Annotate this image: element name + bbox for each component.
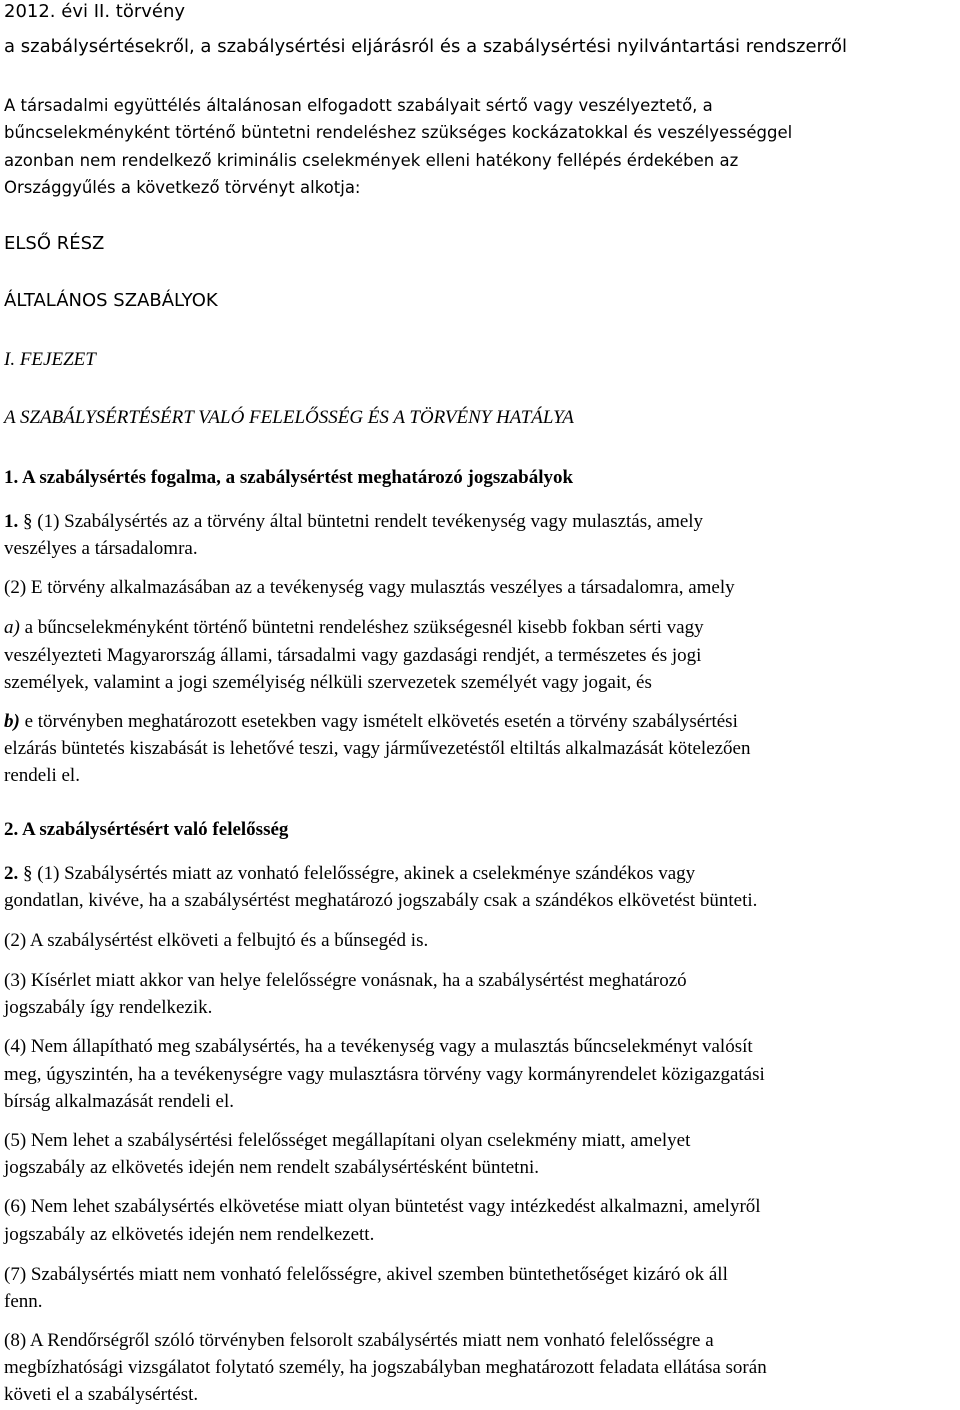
part-title: ÁLTALÁNOS SZABÁLYOK [4, 290, 218, 311]
point-text: e törvényben meghatározott esetekben vagy ismételt elkövetés esetén a törvény szabálysértési [19, 711, 738, 732]
paragraph-text: (1) Szabálysértés az a törvény által büntetni rendelt tevékenység vagy mulasztás, amely [37, 511, 704, 532]
law-id: 2012. évi II. törvény [4, 1, 186, 22]
paragraph-text: (1) Szabálysértés miatt az vonható felelősségre, akinek a cselekménye szándékos vagy [37, 863, 696, 884]
preamble-line: bűncselekményként történő büntetni rendeléshez szükséges kockázatokkal és veszélyességgel [4, 123, 793, 142]
point-line: rendeli el. [4, 765, 80, 786]
chapter-title: A SZABÁLYSÉRTÉSÉRT VALÓ FELELŐSSÉG ÉS A TÖRVÉNY HATÁLYA [4, 407, 574, 428]
paragraph-line: (7) Szabálysértés miatt nem vonható felelősségre, akivel szemben büntethetőséget kizáró ok áll [4, 1264, 728, 1285]
section-sign: § [23, 863, 33, 884]
paragraph-line: jogszabály az elkövetés idején nem rendelt szabálysértésként büntetni. [4, 1157, 539, 1178]
paragraph-line: meg, úgyszintén, ha a tevékenységre vagy mulasztásra törvény vagy kormányrendelet közigazgatási [4, 1064, 765, 1085]
preamble-line: A társadalmi együttélés általánosan elfogadott szabályait sértő vagy veszélyeztető, a [4, 96, 713, 115]
point-text: a bűncselekményként történő büntetni rendeléshez szükségesnél kisebb fokban sérti vagy [19, 617, 704, 638]
paragraph-line: (5) Nem lehet a szabálysértési felelősséget megállapítani olyan cselekmény miatt, amelyet [4, 1130, 691, 1151]
paragraph-line: (3) Kísérlet miatt akkor van helye felelősségre vonásnak, ha a szabálysértést meghatározó [4, 970, 687, 991]
section-heading: 1. A szabálysértés fogalma, a szabálysértést meghatározó jogszabályok [4, 467, 574, 488]
section-heading: 2. A szabálysértésért való felelősség [4, 819, 289, 840]
paragraph-line: megbízhatósági vizsgálatot folytató személy, ha jogszabályban meghatározott feladata ellátása során [4, 1357, 767, 1378]
preamble-line: azonban nem rendelkező kriminális cselekmények elleni hatékony fellépés érdekében az [4, 151, 739, 170]
point-line [4, 618, 704, 637]
paragraph-line: bírság alkalmazását rendeli el. [4, 1091, 235, 1112]
preamble-line: Országgyűlés a következő törvényt alkotja: [4, 178, 361, 197]
paragraph-line: (2) E törvény alkalmazásában az a tevékenység vagy mulasztás veszélyes a társadalomra, amely [4, 577, 735, 598]
paragraph-number: 1. [4, 511, 23, 532]
part-label: ELSŐ RÉSZ [4, 233, 105, 254]
paragraph-line: veszélyes a társadalomra. [4, 538, 198, 559]
point-line: elzárás büntetés kiszabását is lehetővé teszi, vagy járművezetéstől eltiltás alkalmazását kötelezően [4, 738, 751, 759]
point-line: személyek, valamint a jogi személyiség nélküli szervezetek személyét vagy jogait, és [4, 672, 652, 693]
paragraph-number: 2. [4, 863, 23, 884]
paragraph-line: fenn. [4, 1291, 43, 1312]
paragraph-line: jogszabály így rendelkezik. [4, 997, 213, 1018]
paragraph-line: (8) A Rendőrségről szóló törvényben felsorolt szabálysértés miatt nem vonható felelősségre a [4, 1330, 714, 1351]
chapter-label: I. FEJEZET [4, 349, 96, 370]
paragraph-line: jogszabály az elkövetés idején nem rendelkezett. [4, 1224, 375, 1245]
point-line [4, 712, 738, 731]
point-label: a) [4, 617, 20, 638]
law-title: a szabálysértésekről, a szabálysértési eljárásról és a szabálysértési nyilvántartási rendszerről [4, 36, 848, 57]
paragraph-line [4, 512, 703, 531]
section-sign: § [23, 511, 33, 532]
paragraph-line: követi el a szabálysértést. [4, 1384, 199, 1405]
point-label: b) [4, 711, 20, 732]
paragraph-line: gondatlan, kivéve, ha a szabálysértést meghatározó jogszabály csak a szándékos elkövetést bünteti. [4, 890, 758, 911]
point-line: veszélyezteti Magyarország állami, társadalmi vagy gazdasági rendjét, a természetes és jogi [4, 645, 702, 666]
paragraph-line [4, 864, 695, 883]
paragraph-line: (6) Nem lehet szabálysértés elkövetése miatt olyan büntetést vagy intézkedést alkalmazni, amelyről [4, 1196, 761, 1217]
paragraph-line: (4) Nem állapítható meg szabálysértés, ha a tevékenység vagy a mulasztás bűncselekményt valósít [4, 1036, 753, 1057]
paragraph-line: (2) A szabálysértést elköveti a felbujtó és a bűnsegéd is. [4, 930, 429, 951]
